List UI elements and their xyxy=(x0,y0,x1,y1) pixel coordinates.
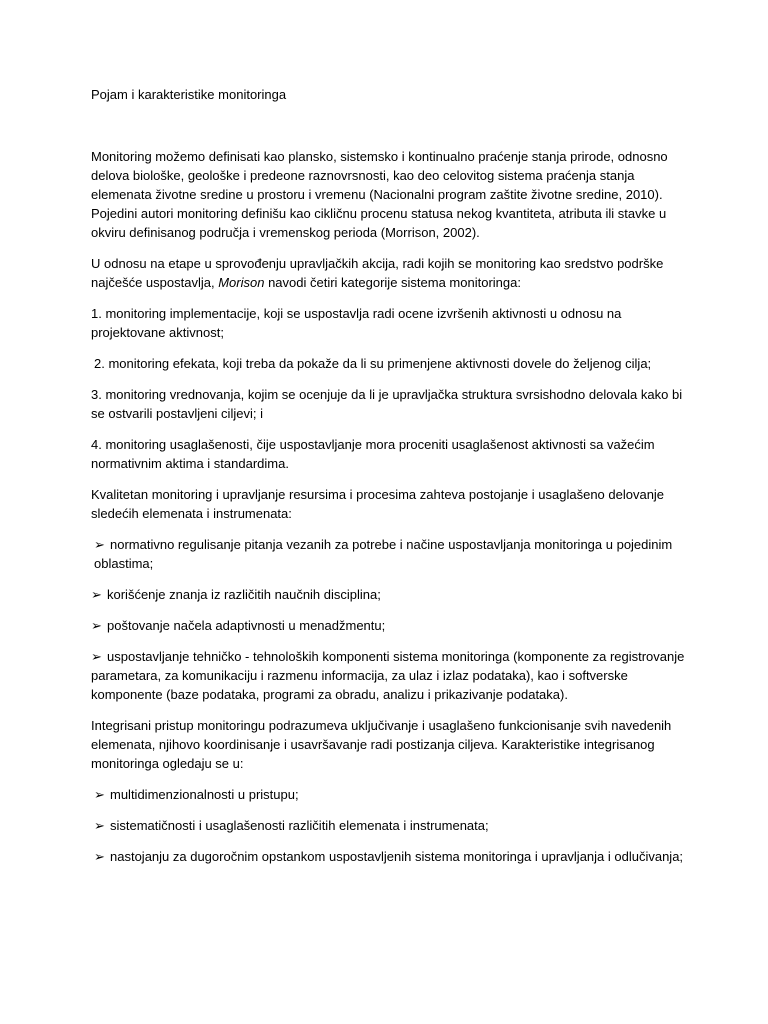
characteristics-list-item xyxy=(91,847,691,866)
category-item-4: 4. monitoring usaglašenosti, čije uspostavljanje mora proceniti usaglašenost aktivnosti sa važećim normativnim aktima i standardima. xyxy=(91,437,655,471)
characteristics-list-item xyxy=(91,816,691,835)
paragraph-integrated-approach: Integrisani pristup monitoringu podrazumeva uključivanje i usaglašeno funkcionisanje svih navedenih elemenata, njihovo koordinisanje i usavršavanje radi postizanja ciljeva. Karakteristike integrisanog monitoringa ogledaju se u: xyxy=(91,718,672,771)
arrow-bullet-icon: ➢ xyxy=(91,649,102,664)
paragraph-categories-intro-text: U odnosu na etape u sprovođenju upravljačkih akcija, radi kojih se monitoring kao sredstvo podrške najčešće uspostavlja, xyxy=(91,256,664,290)
characteristics-list-item-text: multidimenzionalnosti u pristupu; xyxy=(110,787,299,802)
elements-list-item-text: korišćenje znanja iz različitih naučnih disciplina; xyxy=(107,587,381,602)
arrow-bullet-icon: ➢ xyxy=(91,587,102,602)
author-name: Morison xyxy=(218,275,265,290)
elements-list-item-text: normativno regulisanje pitanja vezanih za potrebe i načine uspostavljanja monitoringa u pojedinim oblastima; xyxy=(94,537,673,571)
arrow-bullet-icon: ➢ xyxy=(94,787,105,802)
elements-list-item xyxy=(91,616,691,635)
arrow-bullet-icon: ➢ xyxy=(94,849,105,864)
arrow-bullet-icon: ➢ xyxy=(94,818,105,833)
document-title: Pojam i karakteristike monitoringa xyxy=(91,87,287,102)
paragraph-elements-intro: Kvalitetan monitoring i upravljanje resursima i procesima zahteva postojanje i usaglašeno delovanje sledećih elemenata i instrumenata: xyxy=(91,487,665,521)
category-item-2: 2. monitoring efekata, koji treba da pokaže da li su primenjene aktivnosti dovele do željenog cilja; xyxy=(94,356,652,371)
characteristics-list-item xyxy=(91,785,691,804)
characteristics-list-item-text: sistematičnosti i usaglašenosti različitih elemenata i instrumenata; xyxy=(110,818,489,833)
elements-list-item xyxy=(91,647,691,704)
paragraph-categories-intro-end: navodi četiri kategorije sistema monitoringa: xyxy=(268,275,521,290)
elements-list-item-text: poštovanje načela adaptivnosti u menadžmentu; xyxy=(107,618,386,633)
characteristics-list-item-text: nastojanju za dugoročnim opstankom uspostavljenih sistema monitoringa i upravljanja i odlučivanja; xyxy=(110,849,684,864)
paragraph-definition: Monitoring možemo definisati kao plansko, sistemsko i kontinualno praćenje stanja prirode, odnosno delova biološke, geološke i predeone raznovrsnosti, kao deo celovitog sistema praćenja stanja elemenata životne sredine u prostoru i vremenu (Nacionalni program zaštite životne sredine, 2010). Pojedini autori monitoring definišu kao cikličnu procenu statusa nekog kvantiteta, atributa ili stavke u okviru definisanog područja i vremenskog perioda (Morrison, 2002). xyxy=(91,149,668,240)
elements-list-item-text: uspostavljanje tehničko - tehnoloških komponenti sistema monitoringa (komponente za registrovanje parametara, za komunikaciju i razmenu informacija, za ulaz i izlaz podataka), kao i softverske komponente (baze podataka, programi za obradu, analizu i prikazivanje podataka). xyxy=(91,649,685,702)
elements-list-item xyxy=(91,535,691,573)
paragraph-categories-intro xyxy=(91,254,691,292)
document-body xyxy=(91,147,691,878)
category-item-3: 3. monitoring vrednovanja, kojim se ocenjuje da li je upravljačka struktura svrsishodno delovala kako bi se ostvarili postavljeni ciljevi; i xyxy=(91,387,683,421)
arrow-bullet-icon: ➢ xyxy=(94,537,105,552)
elements-list-item xyxy=(91,585,691,604)
category-item-1: 1. monitoring implementacije, koji se uspostavlja radi ocene izvršenih aktivnosti u odnosu na projektovane aktivnost; xyxy=(91,306,622,340)
arrow-bullet-icon: ➢ xyxy=(91,618,102,633)
